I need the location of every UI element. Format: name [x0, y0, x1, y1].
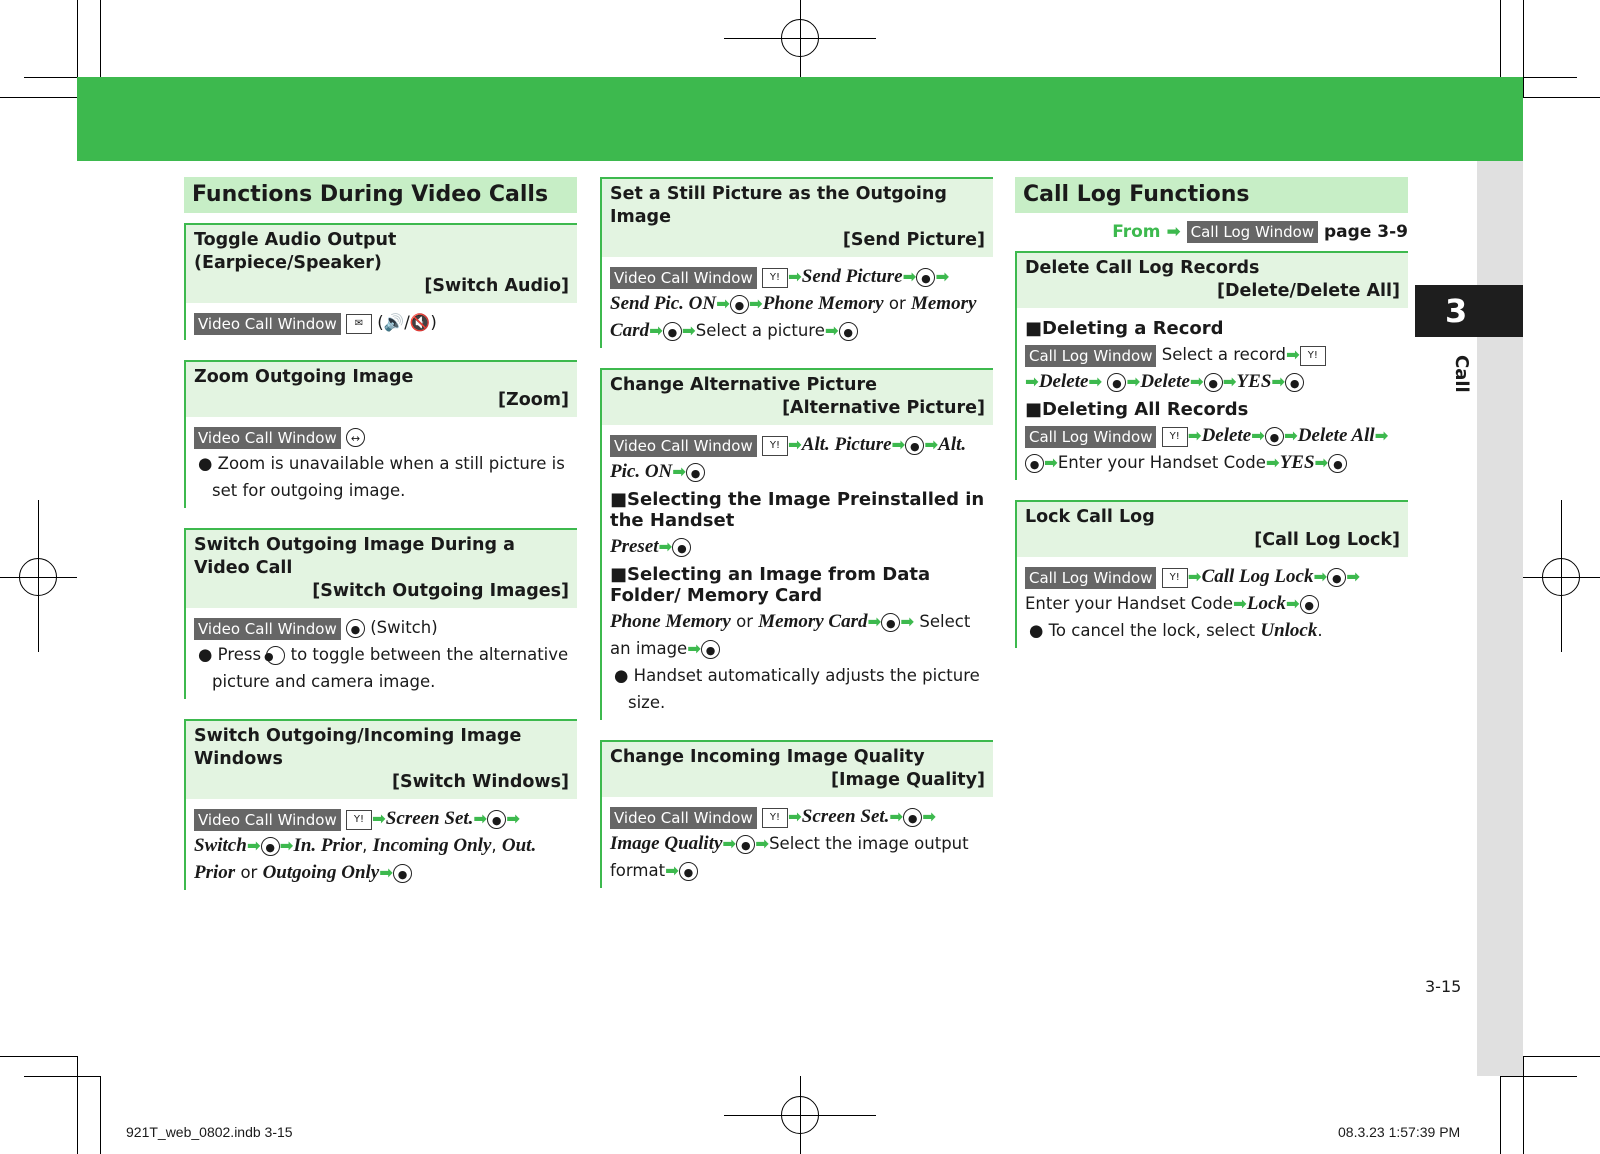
- call-log-window-tag: Call Log Window: [1025, 567, 1156, 589]
- section-title: Call Log Functions: [1015, 177, 1408, 213]
- crop-mark: [1523, 1056, 1524, 1154]
- center-key-icon: ●: [916, 268, 935, 287]
- center-key-icon: ●: [261, 837, 280, 856]
- block-switch-windows: Switch Outgoing/Incoming Image Windows [Switch Windows] Video Call Window Y! ➡Screen Set.➡ ● ➡ Switch➡ ● ➡In. Prior, Incoming Only, Out. Prior or Outgoing Only➡ ●: [184, 719, 577, 890]
- block-switch-outgoing: Switch Outgoing Image During a Video Call [Switch Outgoing Images] Video Call Window ● (Switch) ● Press ● to toggle between the alternative picture and camera image.: [184, 528, 577, 699]
- note: ● To cancel the lock, select Unlock.: [1029, 620, 1323, 641]
- block-command: [Switch Windows]: [392, 772, 569, 792]
- registration-circle: [1542, 558, 1580, 596]
- header-bar: [77, 77, 1523, 161]
- center-key-icon: ●: [903, 808, 922, 827]
- column-call-log: [1015, 177, 1408, 668]
- menu-key-icon: Y!: [346, 810, 372, 830]
- menu-key-icon: Y!: [1162, 568, 1188, 588]
- block-image-quality: Change Incoming Image Quality [Image Quality] Video Call Window Y! ➡Screen Set.➡ ● ➡ Image Quality➡ ● ➡Select the image output format➡ ●: [600, 740, 993, 888]
- menu-key-icon: Y!: [1300, 346, 1326, 366]
- block-title: Change Incoming Image Quality: [610, 747, 925, 767]
- menu-key-icon: Y!: [1162, 427, 1188, 447]
- note: ● Handset automatically adjusts the picture size.: [614, 666, 980, 712]
- block-alternative-picture: Change Alternative Picture [Alternative Picture] Video Call Window Y! ➡Alt. Picture➡ ● ➡Alt. Pic. ON➡ ● ■Selecting the Image Preinstalled in the Handset Preset➡ ● ■Selecting an Image from Data Folder/ Memory Card Phone Memory or Memory Card➡ ● ➡ Select an image➡ ● ● Handset automatically adjusts the picture size.: [600, 368, 993, 720]
- crop-mark: [1500, 0, 1501, 77]
- menu-key-icon: Y!: [762, 808, 788, 828]
- call-log-window-tag: Call Log Window: [1025, 426, 1156, 448]
- subheading: ■Deleting a Record: [1025, 318, 1224, 339]
- menu-key-icon: Y!: [762, 268, 788, 288]
- center-key-icon: ●: [736, 835, 755, 854]
- crop-mark: [0, 1056, 77, 1057]
- center-key-icon: ●: [393, 864, 412, 883]
- page-number: 3-15: [1425, 977, 1462, 996]
- block-title: Delete Call Log Records: [1025, 258, 1260, 278]
- crop-mark: [1523, 0, 1524, 97]
- video-call-window-tag: Video Call Window: [194, 313, 341, 335]
- note: ● Zoom is unavailable when a still picture is set for outgoing image.: [198, 454, 565, 500]
- video-call-window-tag: Video Call Window: [610, 435, 757, 457]
- center-key-icon: ●: [1327, 568, 1346, 587]
- speaker-off-icon: 🔇: [409, 313, 431, 332]
- call-log-window-tag: Call Log Window: [1025, 345, 1156, 367]
- speaker-icon: 🔊: [383, 313, 405, 332]
- video-call-window-tag: Video Call Window: [610, 267, 757, 289]
- block-command: [Switch Audio]: [424, 276, 569, 296]
- block-title: Switch Outgoing Image During a Video Call: [194, 535, 515, 578]
- crop-mark: [100, 1076, 101, 1154]
- center-key-icon: ●: [1265, 427, 1284, 446]
- mail-key-icon: ✉: [346, 314, 372, 334]
- center-key-icon: ●: [701, 640, 720, 659]
- block-title: Lock Call Log: [1025, 507, 1155, 527]
- crop-mark: [77, 1056, 78, 1154]
- center-key-icon: ●: [1204, 373, 1223, 392]
- block-lock-call-log: Lock Call Log [Call Log Lock] Call Log Window Y! ➡Call Log Lock➡ ● ➡ Enter your Handset Code➡Lock➡ ● ● To cancel the lock, select Unlock.: [1015, 500, 1408, 648]
- footer-file: 921T_web_0802.indb 3-15: [126, 1124, 293, 1140]
- block-send-picture: Set a Still Picture as the Outgoing Image [Send Picture] Video Call Window Y! ➡Send Picture➡ ● ➡ Send Pic. ON➡ ● ➡Phone Memory or Memory Card➡ ● ➡Select a picture➡ ●: [600, 177, 993, 348]
- crop-mark: [1523, 97, 1600, 98]
- block-title: Switch Outgoing/Incoming Image Windows: [194, 726, 522, 769]
- chapter-number: 3: [1415, 285, 1523, 337]
- center-key-icon: ●: [672, 538, 691, 557]
- registration-circle: [19, 558, 57, 596]
- crop-mark: [24, 1076, 101, 1077]
- column-images: [600, 177, 993, 908]
- center-key-icon: ●: [663, 322, 682, 341]
- footer-timestamp: 08.3.23 1:57:39 PM: [1338, 1124, 1461, 1140]
- center-key-icon: ●: [1328, 454, 1347, 473]
- block-title: Set a Still Picture as the Outgoing Image: [610, 184, 947, 227]
- block-command: [Zoom]: [498, 390, 569, 410]
- crop-mark: [1500, 1076, 1501, 1154]
- subheading: ■Selecting the Image Preinstalled in the Handset: [610, 489, 985, 531]
- center-key-icon: ●: [905, 436, 924, 455]
- center-key-icon: ●: [1107, 373, 1126, 392]
- video-call-window-tag: Video Call Window: [194, 809, 341, 831]
- block-switch-audio: Toggle Audio Output (Earpiece/Speaker) [Switch Audio] Video Call Window ✉ (🔊/🔇): [184, 223, 577, 340]
- note: ● Press ● to toggle between the alternative picture and camera image.: [198, 645, 569, 691]
- crop-mark: [100, 0, 101, 77]
- subheading: ■Selecting an Image from Data Folder/ Memory Card: [610, 564, 931, 606]
- block-command: [Switch Outgoing Images]: [312, 581, 569, 601]
- block-command: [Alternative Picture]: [782, 398, 985, 418]
- block-command: [Call Log Lock]: [1254, 530, 1400, 550]
- menu-key-icon: Y!: [762, 436, 788, 456]
- center-key-icon: ●: [730, 295, 749, 314]
- crop-mark: [1500, 1076, 1577, 1077]
- crop-mark: [0, 97, 77, 98]
- chapter-title: Call: [1451, 355, 1472, 393]
- block-delete-records: Delete Call Log Records [Delete/Delete All] ■Deleting a Record Call Log Window Select a record➡ Y!➡Delete➡ ● ➡Delete➡ ● ➡YES➡ ● ■Deleting All Records Call Log Window Y! ➡Delete➡ ● ➡Delete All➡● ➡Enter your Handset Code➡YES➡ ●: [1015, 251, 1408, 480]
- center-key-icon: ●: [346, 619, 365, 638]
- block-title: Toggle Audio Output (Earpiece/Speaker): [194, 230, 397, 273]
- subheading: ■Deleting All Records: [1025, 399, 1249, 420]
- center-key-icon: ●: [686, 463, 705, 482]
- call-log-window-tag: Call Log Window: [1187, 221, 1318, 243]
- center-key-icon: ●: [487, 810, 506, 829]
- column-video-call: [184, 177, 577, 910]
- block-command: [Send Picture]: [842, 230, 985, 250]
- center-key-icon: ●: [1300, 595, 1319, 614]
- center-key-icon: ●: [1025, 454, 1044, 473]
- center-key-icon: ●: [679, 862, 698, 881]
- registration-circle: [781, 1096, 819, 1134]
- nav-key-icon: ↔: [346, 428, 365, 447]
- block-title: Change Alternative Picture: [610, 375, 877, 395]
- block-command: [Image Quality]: [831, 770, 985, 790]
- center-key-icon: ●: [881, 613, 900, 632]
- registration-circle: [781, 19, 819, 57]
- video-call-window-tag: Video Call Window: [610, 807, 757, 829]
- crop-mark: [1523, 1056, 1600, 1057]
- from-reference: From ➡ Call Log Window page 3-9: [1112, 222, 1408, 242]
- center-key-icon: ●: [839, 322, 858, 341]
- block-command: [Delete/Delete All]: [1216, 281, 1400, 301]
- center-key-icon: ●: [266, 646, 285, 665]
- video-call-window-tag: Video Call Window: [194, 618, 341, 640]
- block-title: Zoom Outgoing Image: [194, 367, 414, 387]
- video-call-window-tag: Video Call Window: [194, 427, 341, 449]
- center-key-icon: ●: [1285, 373, 1304, 392]
- section-title: Functions During Video Calls: [184, 177, 577, 213]
- block-zoom: [184, 360, 577, 508]
